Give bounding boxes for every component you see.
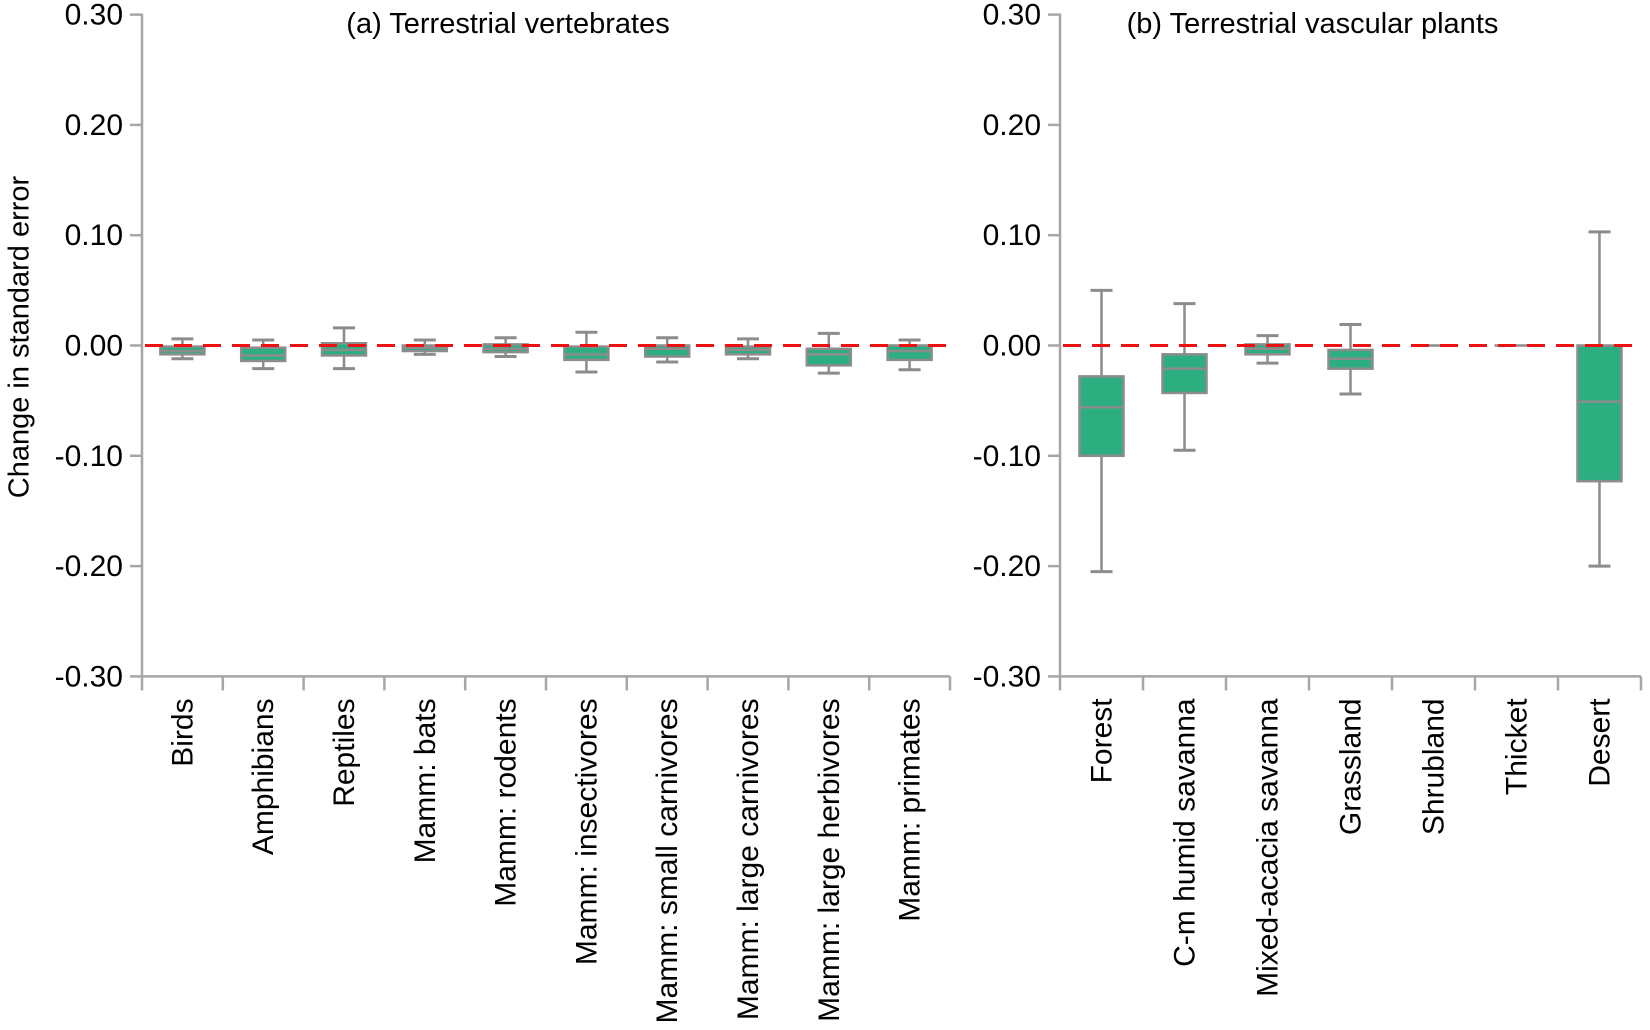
box-plot-forest [1080,290,1124,571]
y-tick-label: -0.30 [972,660,1041,694]
y-tick-label: 0.10 [64,219,123,253]
x-category-label: Mamm: insectivores [570,698,604,966]
box-plot-reptiles [322,328,366,369]
iqr-box [807,349,851,366]
box-plot-c-m-humid-savanna [1163,304,1207,451]
y-tick-label: 0.30 [64,0,123,32]
x-category-label: Mamm: bats [408,698,442,864]
box-plot-mamm-small-carnivores [645,338,689,362]
x-category-label: Mamm: rodents [489,698,523,907]
x-category-label: Birds [166,698,200,767]
box-plot-birds [160,339,204,359]
box-plot-mamm-large-carnivores [726,339,770,359]
y-tick-label: -0.20 [972,550,1041,584]
panel-b-x-axis [1059,676,1641,690]
panel-a-y-axis [55,0,142,693]
iqr-box [1163,354,1207,393]
x-category-label: Desert [1583,698,1617,787]
x-category-label: Mamm: small carnivores [651,698,685,1024]
y-tick-label: 0.20 [64,108,123,142]
iqr-box [1080,376,1124,455]
panel-a [55,0,950,1023]
y-tick-label: 0.30 [982,0,1041,32]
iqr-box [645,346,689,357]
x-category-label: Shrubland [1417,698,1451,836]
x-category-label: Mixed-acacia savanna [1251,698,1285,997]
y-tick-label: 0.00 [982,329,1041,363]
y-tick-label: 0.00 [64,329,123,363]
y-tick-label: 0.20 [982,108,1041,142]
box-plot-mamm-insectivores [564,332,608,372]
panel-a-x-axis [141,676,950,690]
panel-b-category-labels [1086,698,1617,997]
panel-b-y-axis [973,0,1060,693]
panel-b [973,0,1641,997]
y-tick-label: -0.10 [972,439,1041,473]
x-category-label: Mamm: large herbivores [812,698,846,1022]
y-axis-title: Change in standard error [3,175,36,499]
box-plot-mixed-acacia-savanna [1246,336,1290,364]
y-tick-label: 0.10 [982,219,1041,253]
y-tick-label: -0.10 [54,439,123,473]
box-plot-desert [1578,232,1622,566]
x-category-label: Forest [1085,698,1119,784]
x-category-label: Amphibians [247,698,281,856]
x-category-label: Reptiles [328,698,361,807]
box-plot-mamm-rodents [484,338,528,357]
box-plot-mamm-large-herbivores [807,333,851,373]
x-category-label: Thicket [1500,698,1534,796]
iqr-box [1578,346,1622,482]
box-plot-mamm-bats [403,340,447,354]
y-tick-label: -0.30 [54,660,123,694]
x-category-label: Mamm: primates [893,698,927,922]
x-category-label: Mamm: large carnivores [732,698,765,1021]
panel-a-category-labels [166,698,926,1023]
panel-title: (a) Terrestrial vertebrates [346,8,670,40]
box-plot-grassland [1329,325,1373,394]
iqr-box [888,346,932,360]
x-category-label: Grassland [1334,698,1368,836]
y-tick-label: -0.20 [54,550,123,584]
x-category-label: C-m humid savanna [1168,698,1202,967]
panel-title: (b) Terrestrial vascular plants [1126,8,1499,40]
